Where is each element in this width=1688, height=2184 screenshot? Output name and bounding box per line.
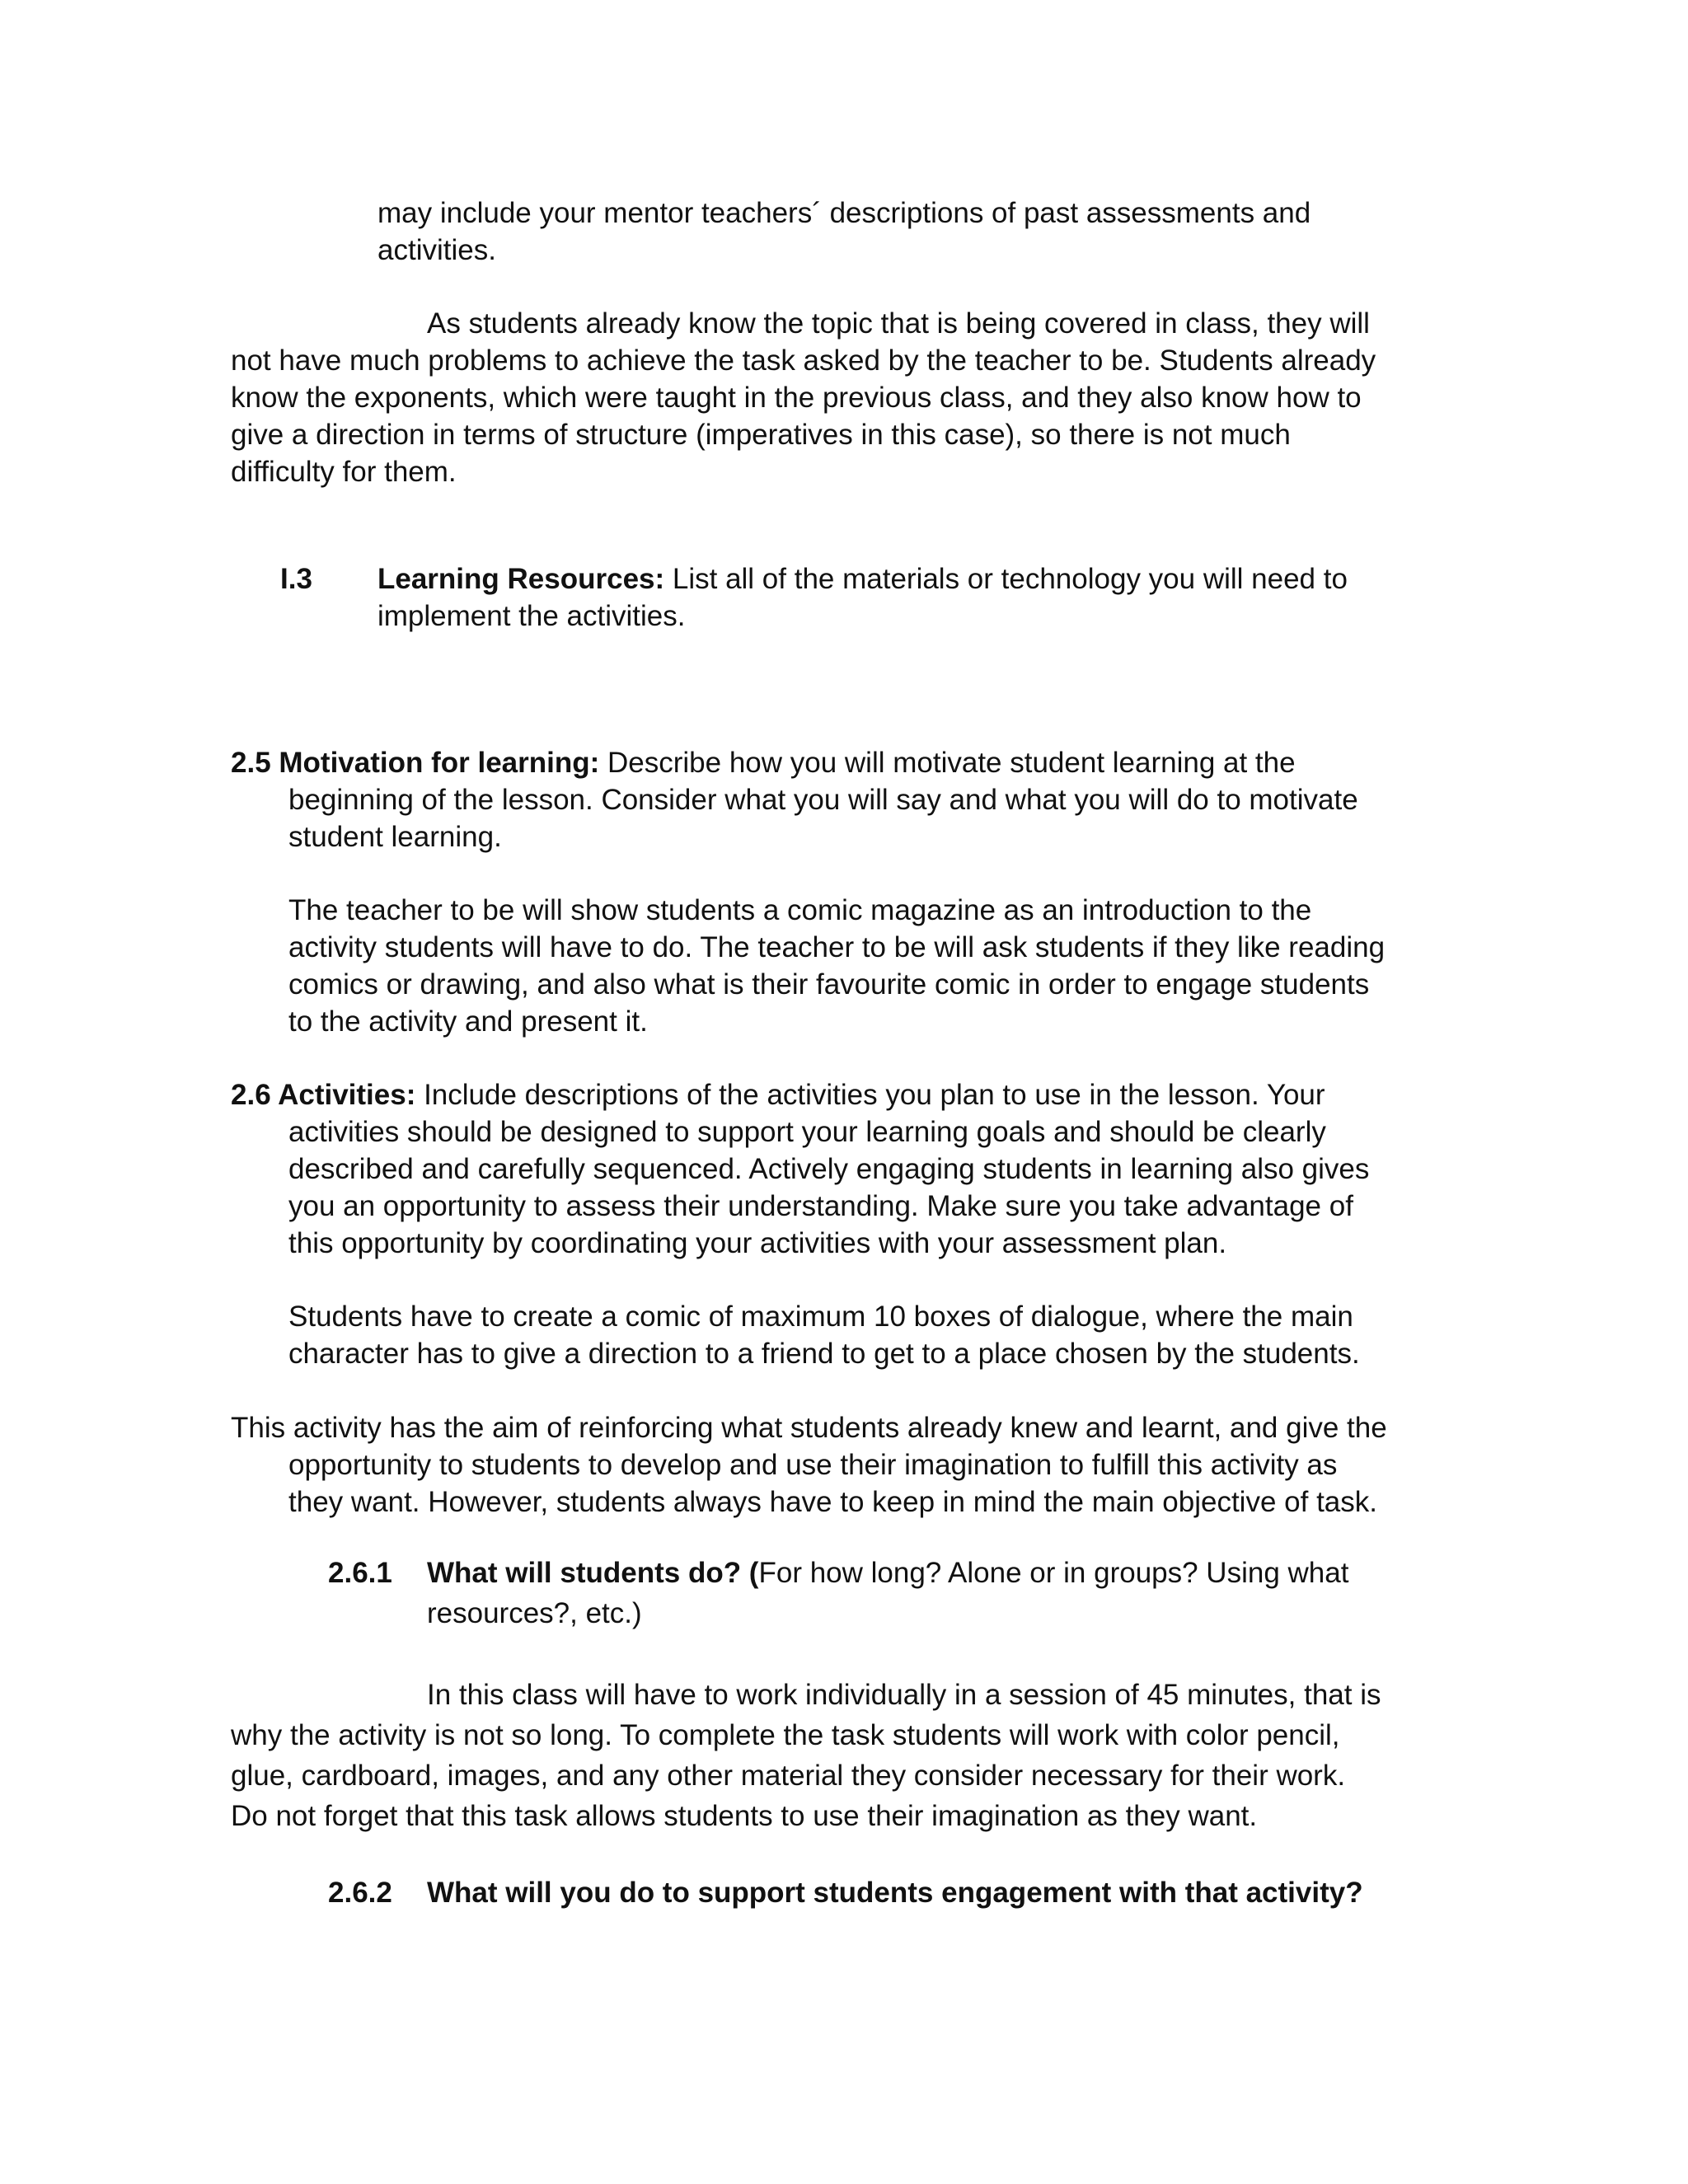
text-line: give a direction in terms of structure (imperatives in this case), so there is not much: [231, 419, 1291, 451]
intro-answer-paragraph: [231, 305, 1376, 490]
section-what-students-do: [427, 1553, 1348, 1633]
text-line: not have much problems to achieve the task asked by the teacher to be. Students already: [231, 344, 1376, 377]
text-line: implement the activities.: [377, 600, 686, 632]
text-line: to the activity and present it.: [288, 1005, 648, 1038]
text-line: activities.: [377, 234, 496, 266]
section-description: Include descriptions of the activities you plan to use in the lesson. Your: [415, 1079, 1325, 1111]
section-activities: [231, 1076, 1369, 1262]
section-title: What will students do? (: [427, 1557, 759, 1589]
text-line: character has to give a direction to a friend to get to a place chosen by the students.: [288, 1338, 1360, 1370]
what-students-do-answer: [231, 1675, 1381, 1836]
text-line: The teacher to be will show students a comic magazine as an introduction to the: [288, 894, 1312, 926]
text-line: difficulty for them.: [231, 456, 457, 488]
text-line: you an opportunity to assess their understanding. Make sure you take advantage of: [288, 1190, 1353, 1222]
text-line: Do not forget that this task allows students to use their imagination as they want.: [231, 1800, 1258, 1832]
text-line: resources?, etc.): [427, 1597, 642, 1629]
text-line: this opportunity by coordinating your activities with your assessment plan.: [288, 1227, 1227, 1259]
section-number-2-6-2: [328, 1874, 392, 1911]
section-number: 2.6.2: [328, 1877, 392, 1909]
section-description: List all of the materials or technology you will need to: [664, 563, 1348, 595]
section-number: 2.6.1: [328, 1557, 392, 1589]
activities-aim-paragraph: [231, 1409, 1387, 1521]
section-title: Learning Resources:: [377, 563, 665, 595]
text-line: In this class will have to work individually in a session of 45 minutes, that is: [427, 1679, 1381, 1711]
section-number-2-6-1: [328, 1553, 392, 1593]
section-title: 2.5 Motivation for learning:: [231, 747, 600, 779]
text-line: comics or drawing, and also what is their favourite comic in order to engage students: [288, 968, 1370, 1001]
text-line: student learning.: [288, 821, 502, 853]
section-description: Describe how you will motivate student learning at the: [599, 747, 1296, 779]
text-line: may include your mentor teachers´ descriptions of past assessments and: [377, 197, 1311, 229]
section-support-engagement: [427, 1874, 1363, 1911]
section-description: For how long? Alone or in groups? Using what: [758, 1557, 1349, 1589]
text-line: why the activity is not so long. To complete the task students will work with color pencil,: [231, 1719, 1340, 1751]
motivation-answer: [288, 892, 1385, 1040]
section-learning-resources: [377, 560, 1348, 635]
text-line: they want. However, students always have to keep in mind the main objective of task.: [288, 1486, 1377, 1518]
text-line: Students have to create a comic of maximum 10 boxes of dialogue, where the main: [288, 1301, 1353, 1333]
intro-continuation: [377, 194, 1311, 269]
section-title: 2.6 Activities:: [231, 1079, 416, 1111]
text-line: described and carefully sequenced. Actively engaging students in learning also gives: [288, 1153, 1370, 1185]
text-line: know the exponents, which were taught in the previous class, and they also know how to: [231, 382, 1362, 414]
text-line: As students already know the topic that is being covered in class, they will: [427, 307, 1370, 340]
activities-answer: [288, 1298, 1360, 1372]
section-title: What will you do to support students engagement with that activity?: [427, 1877, 1363, 1909]
text-line: beginning of the lesson. Consider what you will say and what you will do to motivate: [288, 784, 1358, 816]
text-line: glue, cardboard, images, and any other material they consider necessary for their work.: [231, 1760, 1346, 1792]
text-line: activity students will have to do. The teacher to be will ask students if they like reading: [288, 931, 1386, 963]
text-line: opportunity to students to develop and use their imagination to fulfill this activity as: [288, 1449, 1338, 1481]
section-number-1-3: [280, 560, 312, 598]
text-line: activities should be designed to support your learning goals and should be clearly: [288, 1116, 1326, 1148]
text-line: This activity has the aim of reinforcing what students already knew and learnt, and give the: [231, 1412, 1387, 1444]
section-number: I.3: [280, 563, 312, 595]
section-motivation: [231, 744, 1358, 855]
